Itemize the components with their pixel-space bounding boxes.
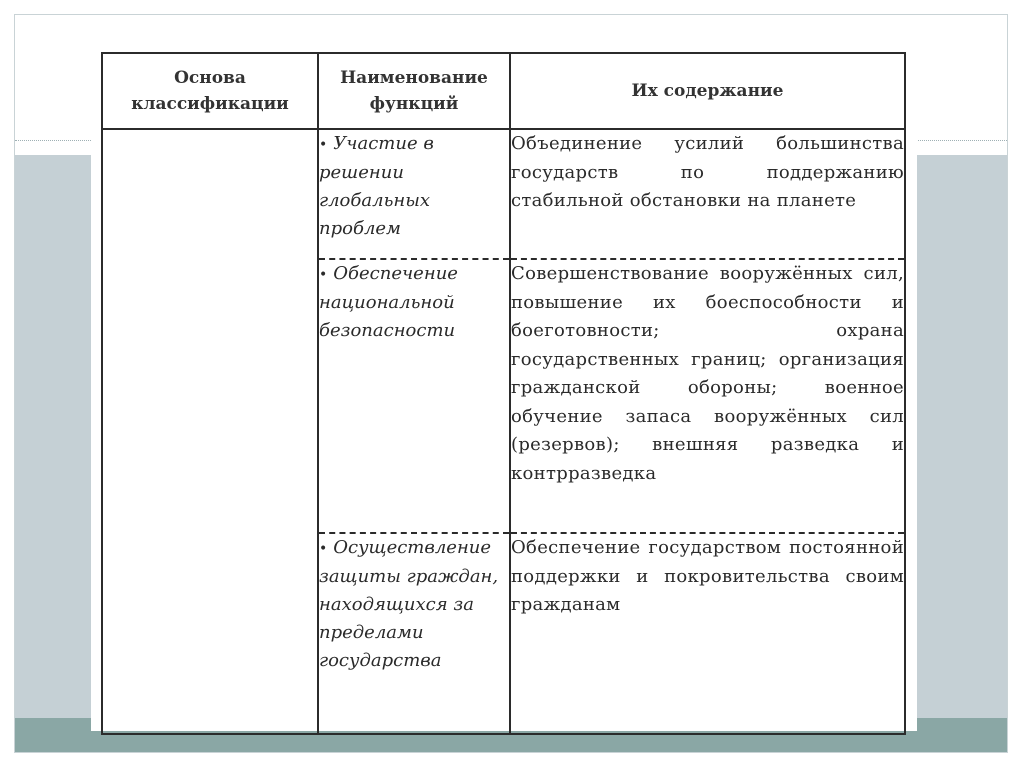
function-content-cell: Обеспечение государством постоянной поддержки и покровительства своим гражданам: [510, 533, 905, 734]
table-header-row: [102, 53, 905, 129]
function-name-cell: [318, 259, 510, 533]
header-function-name: Наименование функций: [318, 53, 510, 129]
function-name: Осуществление защиты граждан, находящихся за пределами государства: [319, 537, 499, 671]
table-panel: [91, 40, 917, 731]
bullet-icon: •: [319, 267, 328, 283]
function-name: Обеспечение национальной безопасности: [319, 263, 458, 341]
basis-cell: [102, 129, 318, 734]
function-name: Участие в решении глобальных проблем: [319, 133, 434, 239]
function-name-cell: [318, 129, 510, 259]
bullet-icon: •: [319, 541, 328, 557]
function-content-cell: Объединение усилий большинства государств по поддержанию стабильной обстановки на планете: [510, 129, 905, 259]
function-content-cell: Совершенствование вооружённых сил, повышение их боеспособности и боеготовности; охрана государственных границ; организация гражданской обороны; военное обучение запаса вооружённых сил (резервов); внешняя разведка и контрразведка: [510, 259, 905, 533]
functions-table: [101, 52, 906, 735]
table-row: [102, 129, 905, 259]
header-basis: Основа классификации: [102, 53, 318, 129]
function-name-cell: [318, 533, 510, 734]
header-content: Их содержание: [510, 53, 905, 129]
bullet-icon: •: [319, 137, 328, 153]
